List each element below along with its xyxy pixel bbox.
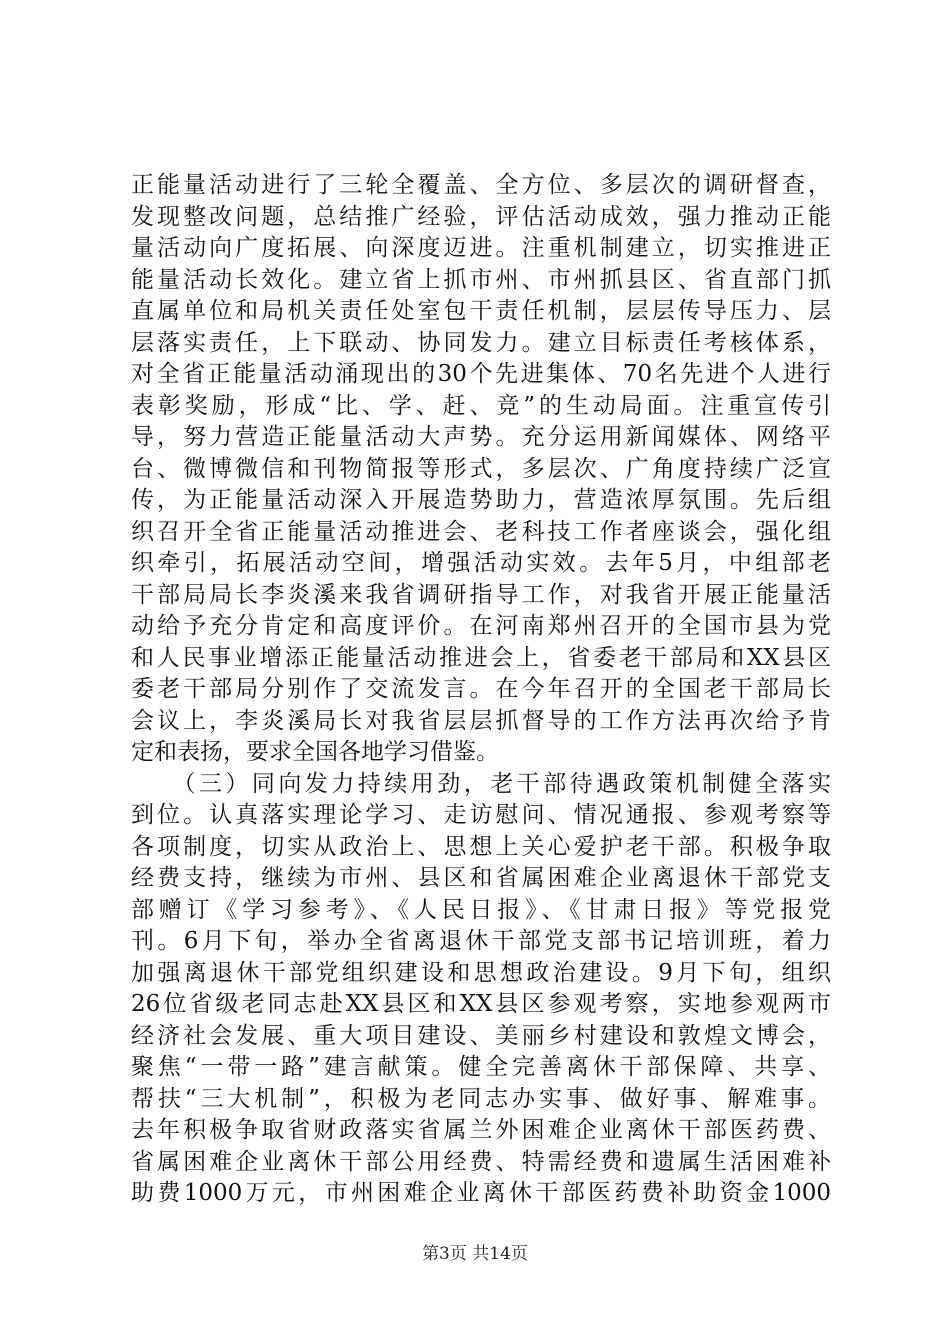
text-line: 委老干部局分别作了交流发言。在今年召开的全国老干部局长: [131, 676, 831, 702]
text-line: 发现整改问题，总结推广经验，评估活动成效，强力推动正能: [131, 203, 831, 230]
text-line: 传，为正能量活动深入开展造势助力，营造浓厚氛围。先后组: [131, 487, 831, 513]
text-line: 部赠订《学习参考》、《人民日报》、《甘肃日报》等党报党: [131, 896, 831, 923]
text-line: 正能量活动进行了三轮全覆盖、全方位、多层次的调研督查，: [131, 172, 831, 198]
text-line: 会议上，李炎溪局长对我省层层抓督导的工作方法再次给予肯: [131, 707, 831, 734]
text-line: 和人民事业增添正能量活动推进会上，省委老干部局和XX县区: [131, 644, 831, 671]
text-line: 经济社会发展、重大项目建设、美丽乡村建设和敦煌文博会，: [131, 1022, 831, 1049]
text-line: 量活动向广度拓展、向深度迈进。注重机制建立，切实推进正: [131, 235, 831, 261]
text-line: 表彰奖励，形成“比、学、赶、竞”的生动局面。注重宣传引: [131, 392, 831, 419]
text-line: 能量活动长效化。建立省上抓市州、市州抓县区、省直部门抓: [131, 266, 831, 293]
text-line: 各项制度，切实从政治上、思想上关心爱护老干部。积极争取: [131, 833, 831, 860]
page-footer: 第3页 共14页: [422, 1244, 528, 1264]
text-line: 帮扶“三大机制”，积极为老同志办实事、做好事、解难事。: [131, 1085, 831, 1112]
text-line: 到位。认真落实理论学习、走访慰问、情况通报、参观考察等: [131, 802, 831, 828]
text-line: 省属困难企业离休干部公用经费、特需经费和遗属生活困难补: [131, 1148, 831, 1175]
text-line: 定和表扬，要求全国各地学习借鉴。: [131, 739, 499, 765]
text-line: 助费1000万元，市州困难企业离休干部医药费补助资金1000: [131, 1180, 831, 1206]
text-line: 26位省级老同志赴XX县区和XX县区参观考察，实地参观两市: [131, 991, 831, 1017]
text-line: 导，努力营造正能量活动大声势。充分运用新闻媒体、网络平: [131, 424, 831, 450]
body-text: [131, 170, 831, 1210]
text-line: 加强离退休干部党组织建设和思想政治建设。9月下旬，组织: [131, 959, 831, 986]
text-line: 聚焦“一带一路”建言献策。健全完善离休干部保障、共享、: [131, 1054, 831, 1080]
text-line: （三）同向发力持续用劲，老干部待遇政策机制健全落实: [131, 770, 831, 797]
text-line: 干部局局长李炎溪来我省调研指导工作，对我省开展正能量活: [131, 581, 831, 608]
text-line: 直属单位和局机关责任处室包干责任机制，层层传导压力、层: [131, 298, 831, 324]
text-line: 动给予充分肯定和高度评价。在河南郑州召开的全国市县为党: [131, 613, 831, 639]
text-line: 去年积极争取省财政落实省属兰外困难企业离休干部医药费、: [131, 1117, 831, 1143]
text-line: 经费支持，继续为市州、县区和省属困难企业离退休干部党支: [131, 865, 831, 891]
text-line: 层落实责任，上下联动、协同发力。建立目标责任考核体系，: [131, 329, 831, 356]
text-line: 织召开全省正能量活动推进会、老科技工作者座谈会，强化组: [131, 518, 831, 545]
text-line: 织牵引，拓展活动空间，增强活动实效。去年5月，中组部老: [131, 550, 831, 576]
text-line: 台、微博微信和刊物简报等形式，多层次、广角度持续广泛宣: [131, 455, 831, 482]
text-line: 刊。6月下旬，举办全省离退休干部党支部书记培训班，着力: [131, 928, 831, 954]
text-line: 对全省正能量活动涌现出的30个先进集体、70名先进个人进行: [131, 361, 831, 387]
